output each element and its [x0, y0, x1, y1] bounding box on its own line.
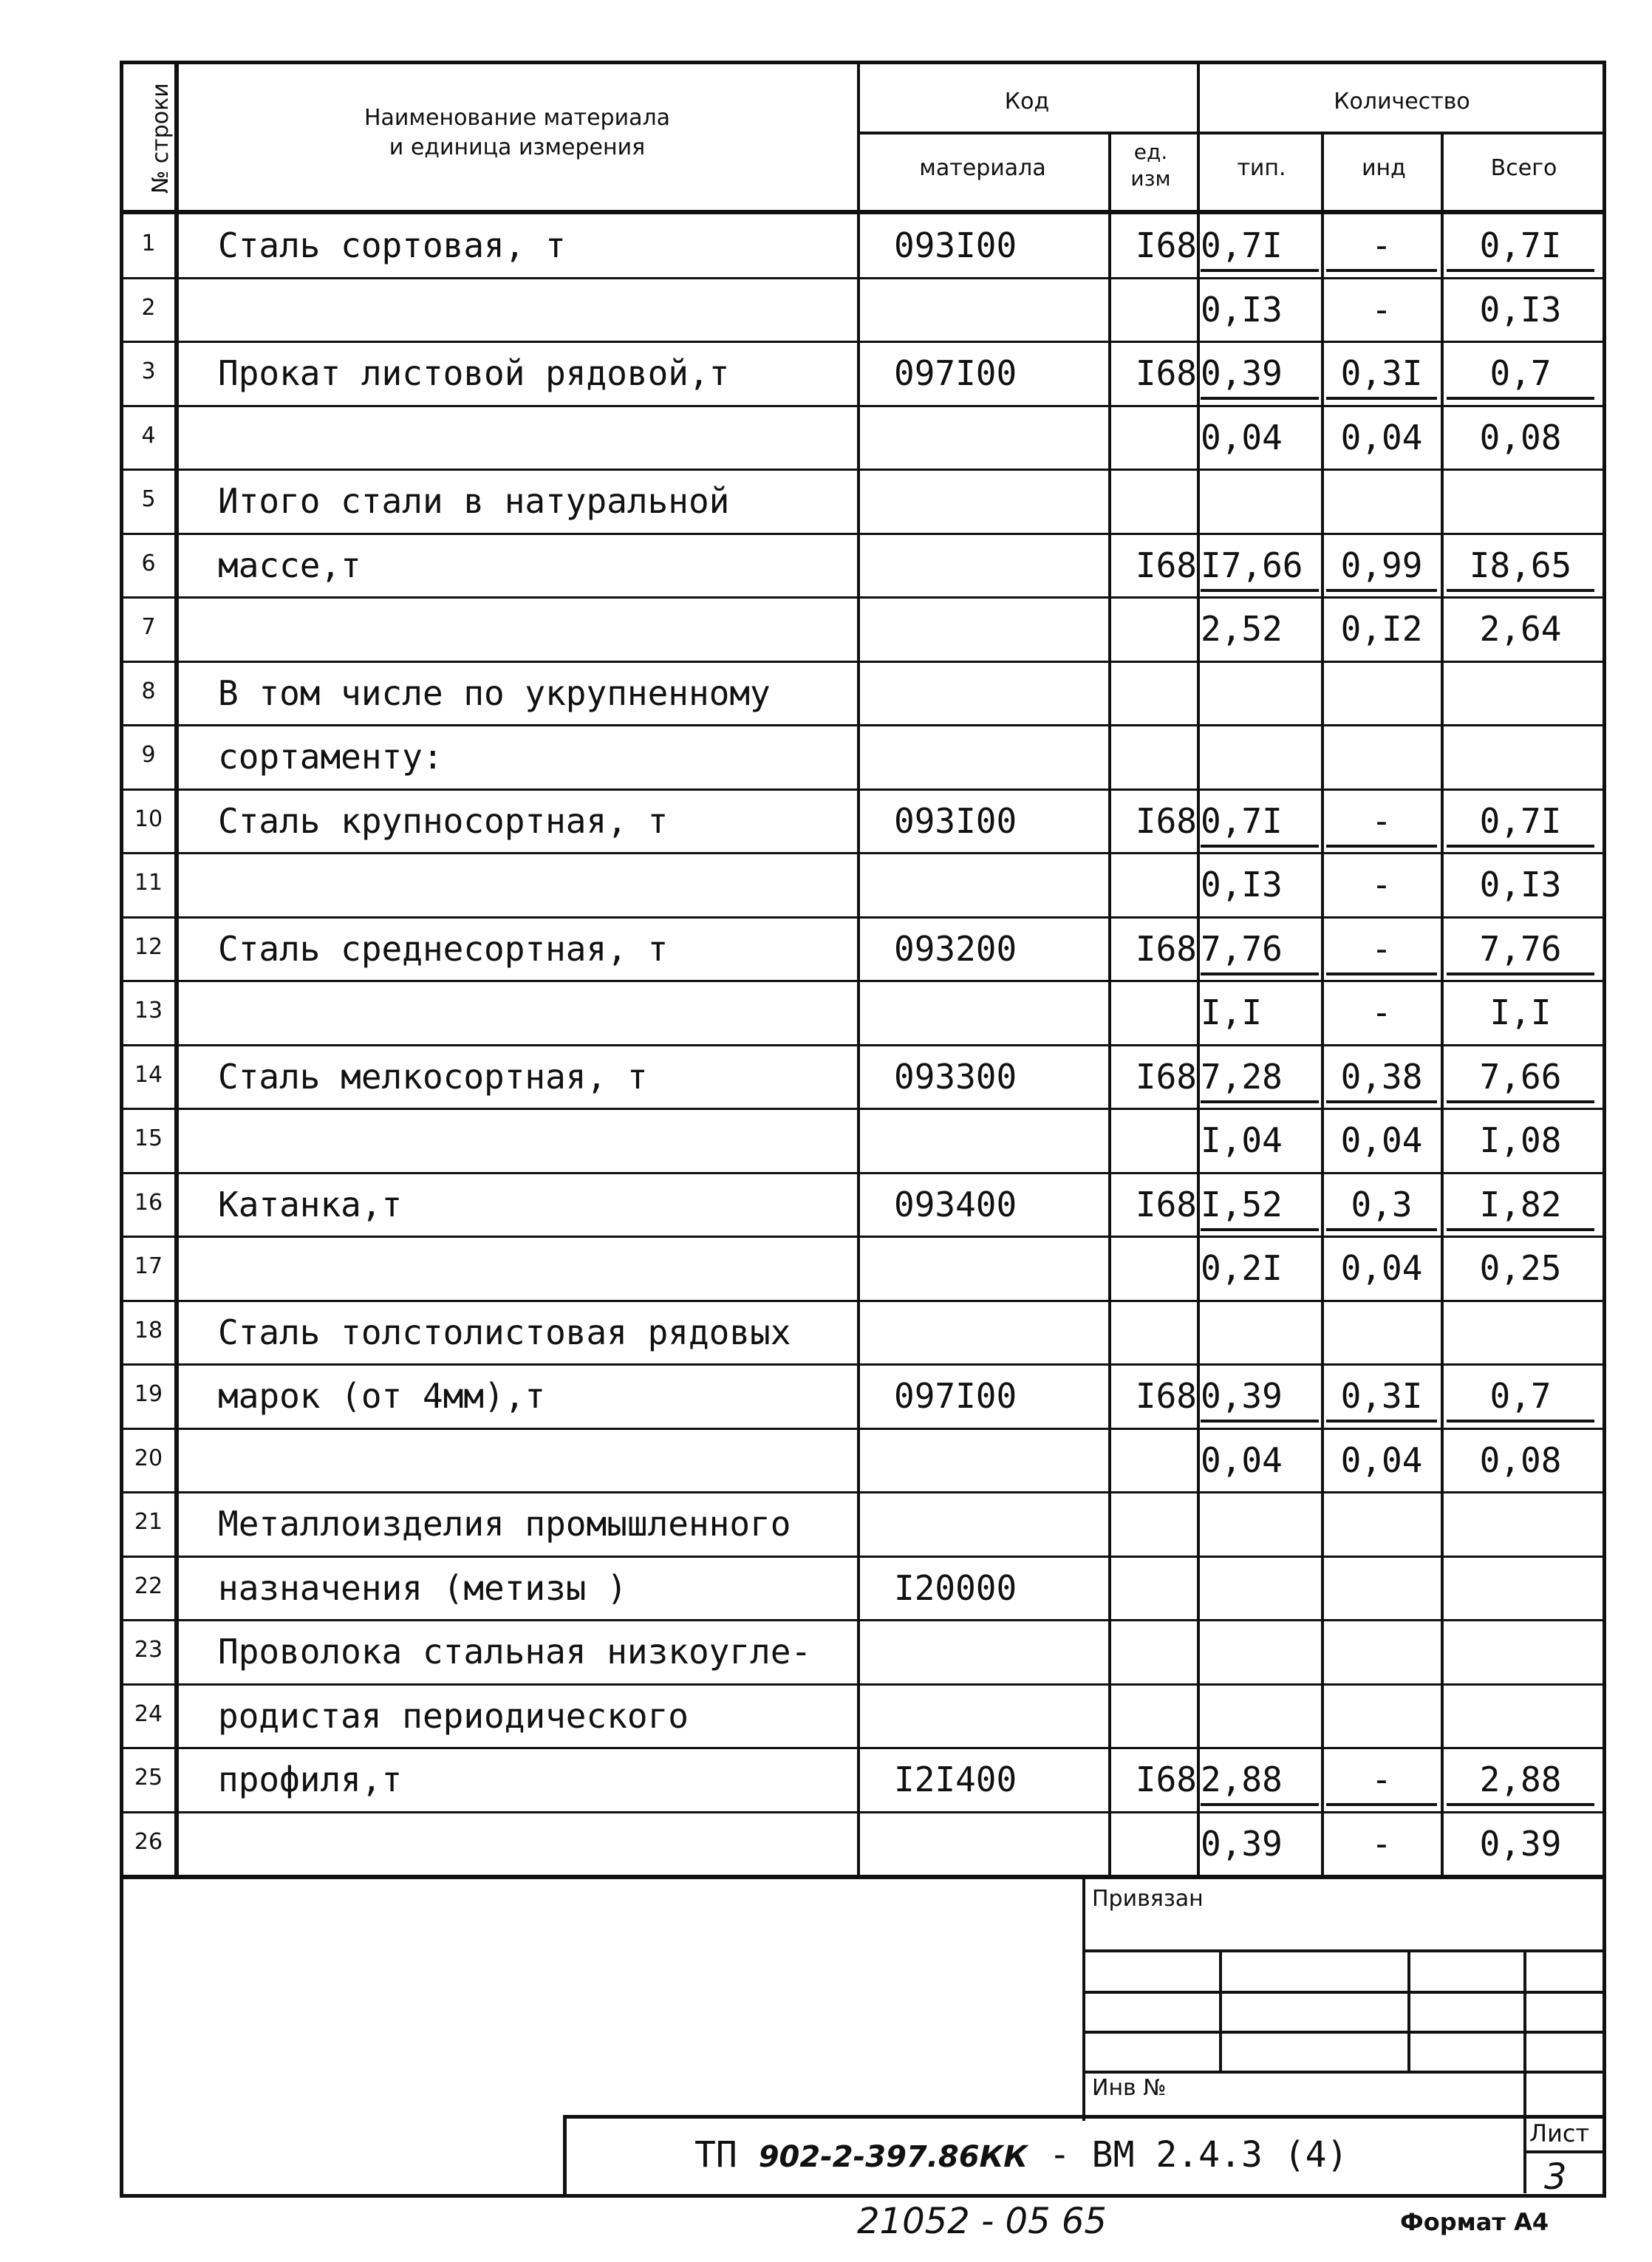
unit-code: I68 — [1135, 800, 1197, 841]
qty-total: I,I — [1489, 992, 1552, 1032]
row-number: 3 — [141, 358, 156, 384]
row-number: 7 — [141, 614, 156, 640]
material-name: Сталь среднесортная, т — [218, 928, 669, 969]
grid-line — [120, 1876, 1606, 1879]
row-number: 11 — [134, 870, 163, 896]
material-code: 097I00 — [894, 1376, 1017, 1416]
row-number: 9 — [141, 742, 156, 768]
row-number: 17 — [134, 1253, 163, 1279]
qty-total: I,08 — [1479, 1120, 1562, 1160]
row-number: 1 — [141, 231, 156, 256]
qty-ind: 0,3 — [1326, 1182, 1437, 1231]
row-divider — [120, 788, 1606, 791]
qty-typ: I,04 — [1201, 1120, 1283, 1160]
row-divider — [120, 1811, 1606, 1813]
material-name: Катанка,т — [218, 1184, 403, 1224]
row-divider — [120, 533, 1606, 535]
row-divider — [120, 1300, 1606, 1302]
material-code: 093400 — [894, 1184, 1017, 1224]
qty-total: 7,76 — [1447, 927, 1594, 975]
material-code: 097I00 — [894, 353, 1017, 393]
material-name: Прокат листовой рядовой,т — [218, 353, 730, 393]
grid-line — [174, 61, 179, 1877]
grid-line — [563, 2115, 567, 2196]
header-name — [185, 103, 850, 163]
unit-code: I68 — [1135, 1184, 1197, 1224]
material-name: назначения (метизы ) — [218, 1567, 627, 1608]
row-number: 25 — [134, 1765, 163, 1791]
row-divider — [120, 405, 1606, 407]
grid-line — [1082, 1949, 1606, 1952]
qty-ind: 0,04 — [1340, 417, 1423, 457]
qty-ind: 0,3I — [1326, 1374, 1437, 1423]
unit-code: I68 — [1135, 1056, 1197, 1097]
unit-code: I68 — [1135, 1759, 1197, 1799]
inventory-label: Инв № — [1092, 2075, 1167, 2101]
header-code-unit: ед. изм — [1130, 140, 1171, 191]
unit-code: I68 — [1135, 225, 1197, 265]
qty-ind: - — [1326, 927, 1437, 975]
row-number: 15 — [134, 1125, 163, 1151]
qty-typ: 0,7I — [1201, 223, 1319, 272]
material-name: Металлоизделия промышленного — [218, 1504, 791, 1544]
qty-ind: 0,04 — [1340, 1248, 1423, 1288]
row-divider — [120, 596, 1606, 599]
qty-typ: 7,76 — [1201, 927, 1319, 975]
qty-total: 0,I3 — [1479, 289, 1562, 330]
material-name: профиля,т — [218, 1759, 403, 1799]
material-name: Сталь крупносортная, т — [218, 800, 669, 841]
row-divider — [120, 724, 1606, 726]
grid-line — [1407, 1949, 1410, 2071]
row-divider — [120, 1683, 1606, 1686]
qty-total: 0,7I — [1447, 799, 1594, 848]
row-number: 19 — [134, 1381, 163, 1407]
grid-line — [563, 2115, 1606, 2119]
material-name: Сталь сортовая, т — [218, 225, 566, 265]
grid-line — [1321, 133, 1324, 1877]
row-divider — [120, 1363, 1606, 1366]
qty-typ: 7,28 — [1201, 1055, 1319, 1103]
grid-line — [1197, 61, 1200, 1877]
row-number: 14 — [134, 1061, 163, 1088]
material-name: Сталь мелкосортная, т — [218, 1056, 648, 1097]
header-name-line-1: Наименование материала — [363, 105, 671, 131]
material-code: 093I00 — [894, 225, 1017, 265]
grid-line — [1082, 1877, 1085, 2121]
qty-ind: 0,04 — [1340, 1440, 1423, 1480]
qty-typ: 0,2I — [1201, 1248, 1283, 1288]
header-name-line-2: и единица измерения — [389, 134, 646, 160]
grid-line — [857, 61, 860, 1877]
row-divider — [120, 1044, 1606, 1046]
qty-typ: 0,I3 — [1201, 289, 1283, 330]
row-number: 8 — [141, 678, 156, 704]
grid-line — [1082, 2031, 1606, 2034]
row-divider — [120, 1619, 1606, 1621]
qty-ind: - — [1371, 1823, 1392, 1864]
header-quantity: Количество — [1334, 89, 1470, 115]
qty-total: 0,7I — [1447, 223, 1594, 272]
qty-typ: 0,04 — [1201, 417, 1283, 457]
row-divider — [120, 1747, 1606, 1749]
row-divider — [120, 1172, 1606, 1174]
qty-ind: 0,99 — [1326, 543, 1437, 592]
row-number: 22 — [134, 1573, 163, 1599]
row-number: 18 — [134, 1317, 163, 1343]
material-name: родистая периодического — [218, 1695, 689, 1736]
material-name: В том числе по укрупненному — [218, 672, 771, 713]
qty-total: 0,7 — [1447, 351, 1594, 400]
material-name: Сталь толстолистовая рядовых — [218, 1312, 791, 1352]
header-qty-typ: тип. — [1237, 155, 1286, 181]
qty-total: 7,66 — [1447, 1055, 1594, 1103]
row-divider — [120, 341, 1606, 343]
qty-typ: 0,04 — [1201, 1440, 1283, 1480]
grid-line — [1108, 133, 1111, 1877]
qty-ind: - — [1371, 289, 1392, 330]
qty-typ: I,52 — [1201, 1182, 1319, 1231]
row-number: 12 — [134, 933, 163, 960]
grid-line — [1082, 1991, 1606, 1994]
row-divider — [120, 1108, 1606, 1110]
header-code-material: материала — [919, 155, 1046, 181]
qty-ind: - — [1371, 992, 1392, 1032]
qty-total: 2,64 — [1479, 609, 1562, 649]
qty-total: 0,7 — [1447, 1374, 1594, 1423]
row-divider — [120, 980, 1606, 982]
material-name: сортаменту: — [218, 737, 443, 777]
qty-ind: 0,04 — [1340, 1120, 1423, 1160]
row-number: 2 — [141, 294, 156, 321]
row-divider — [120, 1556, 1606, 1558]
qty-typ: I7,66 — [1201, 543, 1319, 592]
qty-typ: 0,39 — [1201, 1374, 1319, 1423]
grid-line — [1441, 133, 1444, 1877]
unit-code: I68 — [1135, 928, 1197, 969]
row-number: 24 — [134, 1700, 163, 1727]
material-name: Проволока стальная низкоугле- — [218, 1632, 812, 1672]
row-number: 13 — [134, 998, 163, 1023]
row-number: 23 — [134, 1637, 163, 1663]
qty-total: 0,25 — [1479, 1248, 1562, 1288]
unit-code: I68 — [1135, 353, 1197, 393]
qty-total: I,82 — [1447, 1182, 1594, 1231]
qty-typ: 0,7I — [1201, 799, 1319, 848]
material-code: 093300 — [894, 1056, 1017, 1097]
qty-total: 0,08 — [1479, 1440, 1562, 1480]
qty-typ: 0,39 — [1201, 1823, 1283, 1864]
sheet-number: 3 — [1544, 2156, 1567, 2198]
qty-ind: - — [1326, 799, 1437, 848]
material-code: I20000 — [894, 1567, 1017, 1608]
row-number: 6 — [141, 550, 156, 576]
qty-total: I8,65 — [1447, 543, 1594, 592]
handwritten-number: 21052 - 05 65 — [857, 2201, 1107, 2242]
material-name: Итого стали в натуральной — [218, 481, 730, 521]
row-divider — [120, 1491, 1606, 1493]
grid-line — [1523, 1949, 1526, 2193]
qty-typ: 0,I3 — [1201, 865, 1283, 905]
document-code-suffix: - ВМ 2.4.3 (4) — [1027, 2134, 1348, 2176]
grid-line — [1082, 2071, 1606, 2074]
qty-total: 0,08 — [1479, 417, 1562, 457]
material-code: 093I00 — [894, 800, 1017, 841]
document-code — [694, 2134, 1348, 2176]
qty-total: 0,39 — [1479, 1823, 1562, 1864]
row-divider — [120, 277, 1606, 279]
qty-ind: 0,3I — [1326, 351, 1437, 400]
grid-line — [1523, 2150, 1606, 2153]
attached-label: Привязан — [1092, 1886, 1204, 1912]
qty-typ: 2,52 — [1201, 609, 1283, 649]
row-number: 21 — [134, 1509, 163, 1535]
header-qty-total: Всего — [1490, 155, 1557, 181]
row-number: 16 — [134, 1189, 163, 1216]
qty-typ: 0,39 — [1201, 351, 1319, 400]
material-name: марок (от 4мм),т — [218, 1376, 546, 1416]
row-number: 4 — [141, 422, 156, 449]
format-label: Формат А4 — [1400, 2208, 1549, 2236]
row-number: 26 — [134, 1828, 163, 1855]
material-code: 093200 — [894, 928, 1017, 969]
material-name: массе,т — [218, 545, 361, 585]
row-divider — [120, 1428, 1606, 1430]
document-code-prefix: ТП — [694, 2134, 759, 2176]
qty-ind: 0,38 — [1326, 1055, 1437, 1103]
unit-code: I68 — [1135, 545, 1197, 585]
unit-code: I68 — [1135, 1376, 1197, 1416]
row-divider — [120, 469, 1606, 471]
row-divider — [120, 852, 1606, 854]
material-code: I2I400 — [894, 1759, 1017, 1799]
row-number: 10 — [134, 805, 163, 832]
row-divider — [120, 916, 1606, 919]
qty-typ: I,I — [1201, 992, 1263, 1032]
grid-line — [1219, 1949, 1222, 2071]
header-code: Код — [1004, 89, 1050, 115]
qty-total: 2,88 — [1447, 1757, 1594, 1806]
header-qty-ind: инд — [1362, 155, 1406, 181]
qty-ind: - — [1371, 865, 1392, 905]
qty-typ: 2,88 — [1201, 1757, 1319, 1806]
row-number: 20 — [134, 1445, 163, 1471]
row-divider — [120, 1236, 1606, 1238]
qty-ind: - — [1326, 223, 1437, 272]
qty-ind: 0,I2 — [1340, 609, 1423, 649]
document-code-handwritten: 902-2-397.86КК — [758, 2140, 1028, 2174]
grid-line — [857, 132, 1606, 134]
sheet-label: Лист — [1529, 2119, 1590, 2147]
qty-ind: - — [1326, 1757, 1437, 1806]
row-number: 5 — [141, 486, 156, 512]
grid-line — [120, 210, 1606, 214]
row-divider — [120, 661, 1606, 663]
header-row-number: № строки — [148, 83, 174, 194]
qty-total: 0,I3 — [1479, 865, 1562, 905]
